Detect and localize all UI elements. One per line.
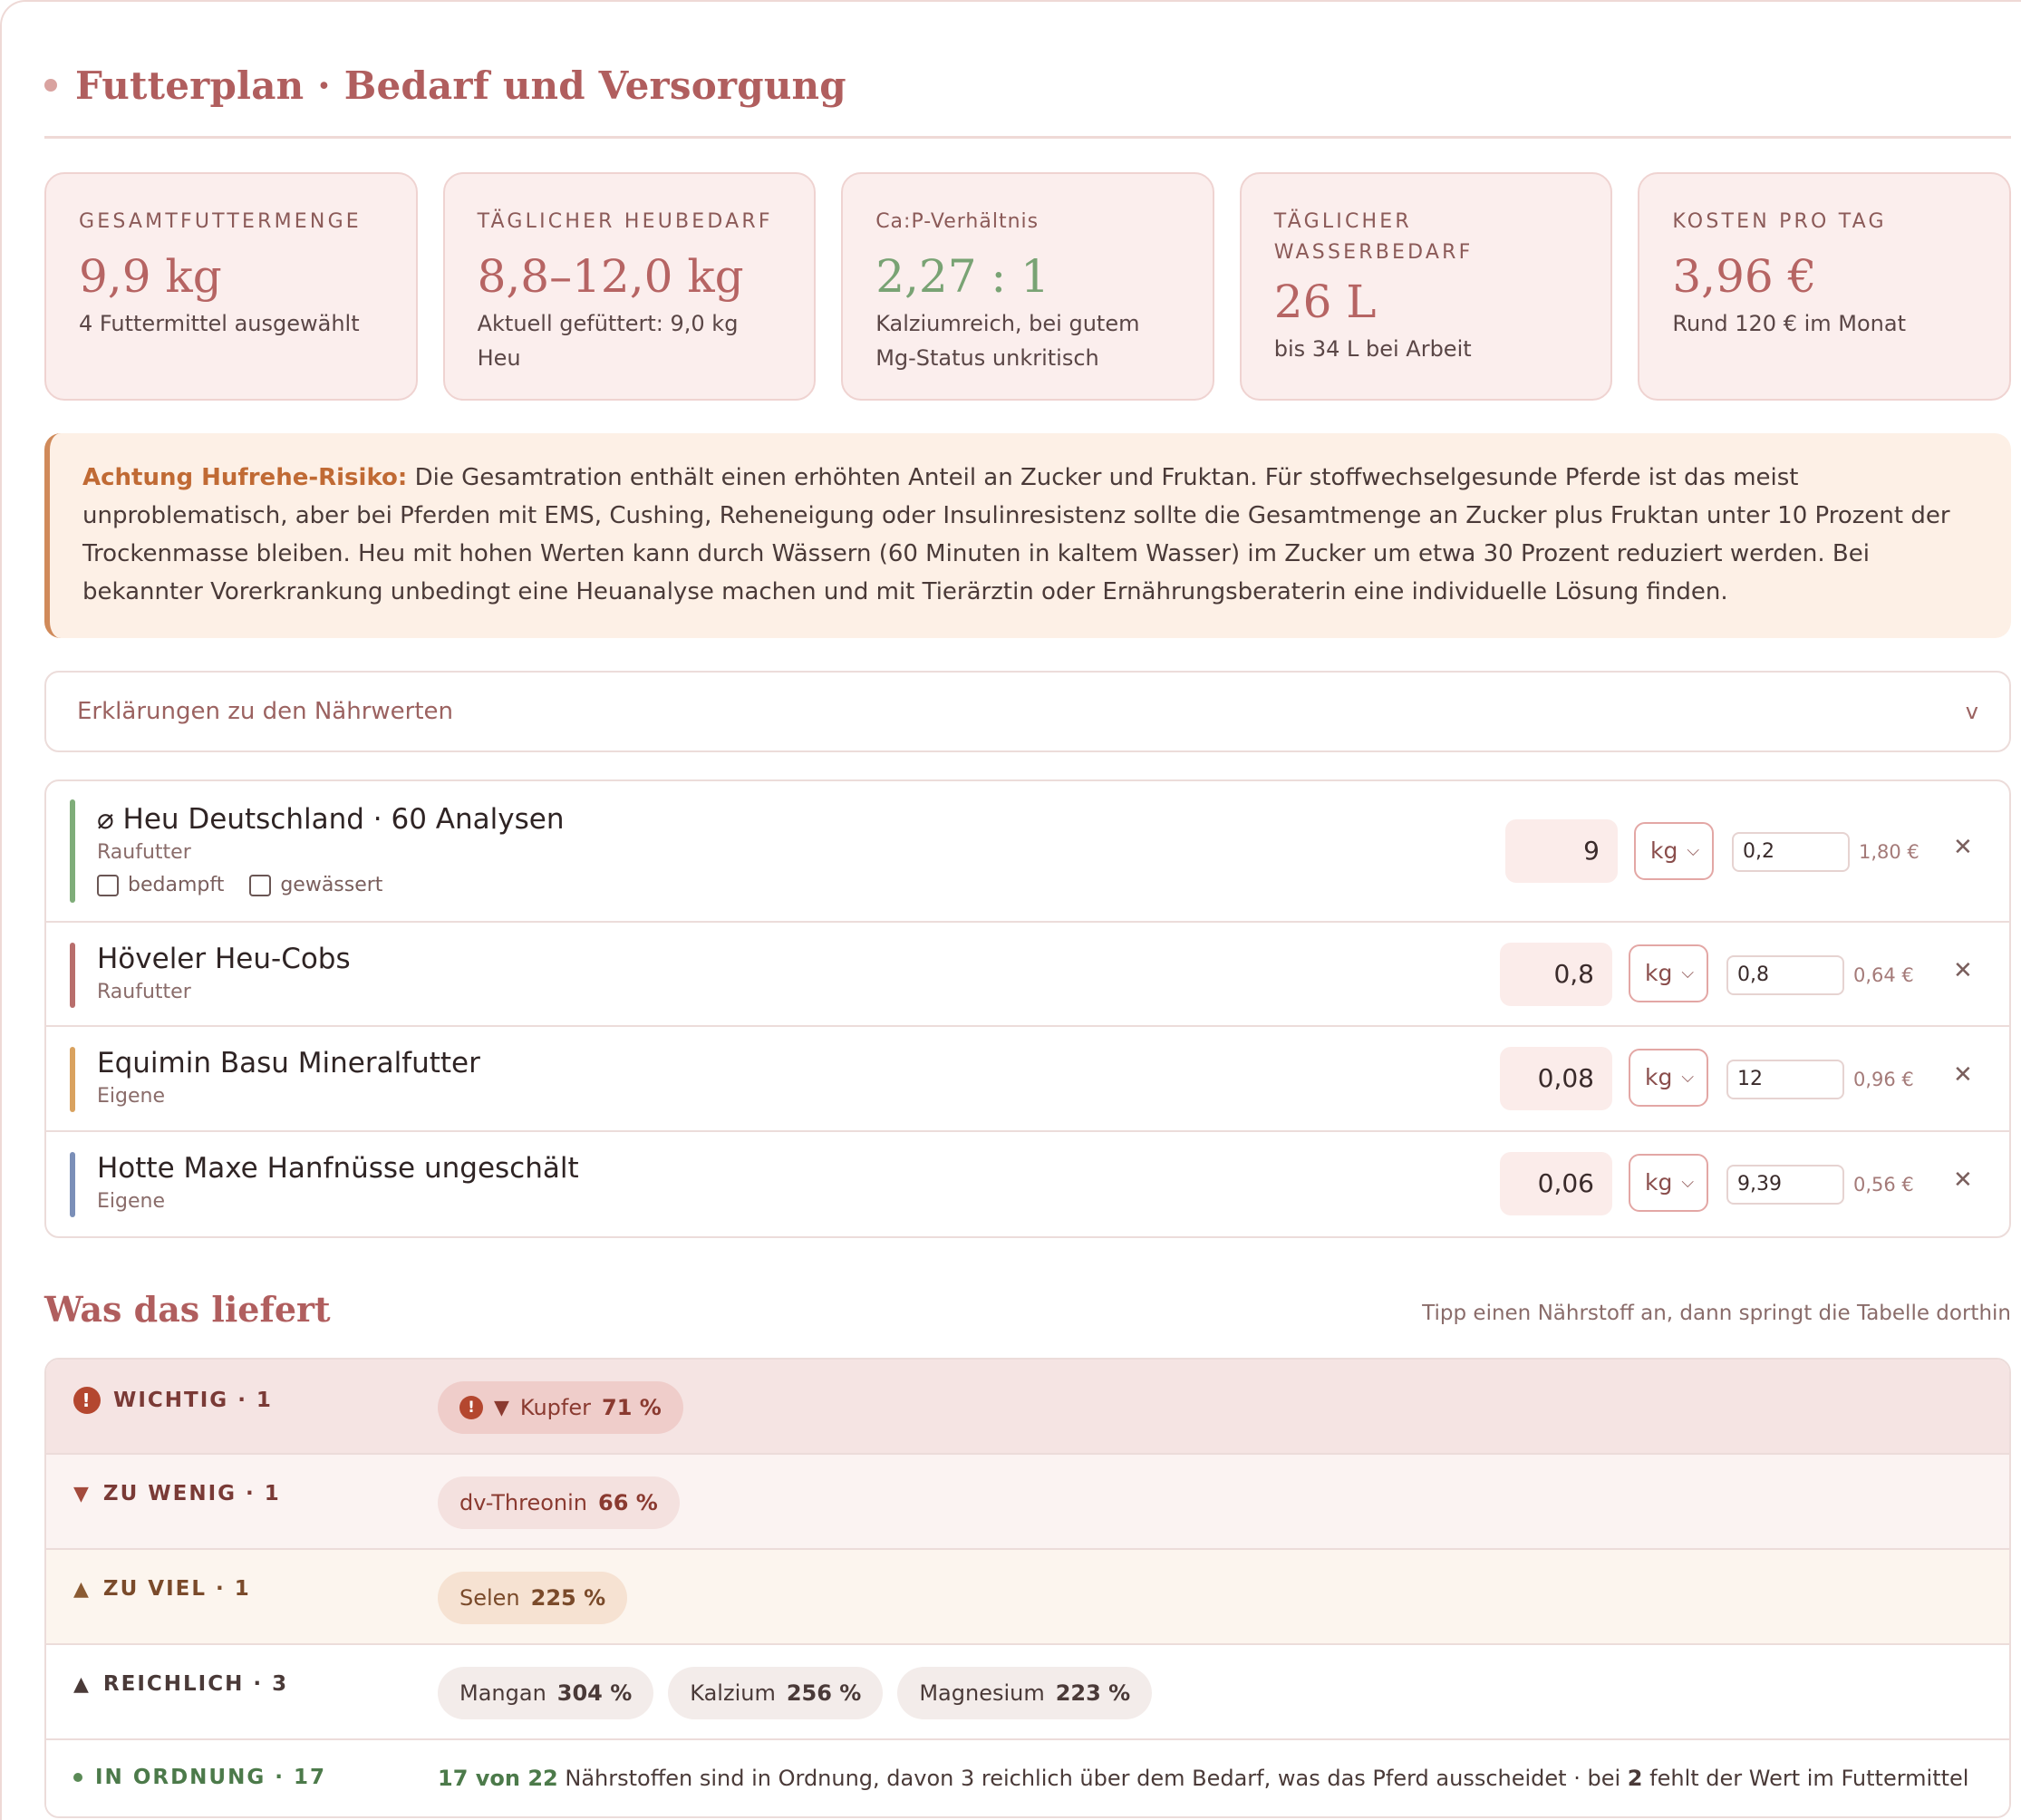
- chip-value: 66 %: [598, 1490, 658, 1515]
- stat-sub: bis 34 L bei Arbeit: [1273, 336, 1472, 362]
- chip-list: [438, 1381, 683, 1434]
- status-label: [73, 1387, 273, 1414]
- status-label-text: IN ORDNUNG · 17: [95, 1766, 326, 1789]
- unit-select[interactable]: [1634, 822, 1714, 880]
- stat-label: TÄGLICHER WASSERBEDARF: [1273, 210, 1474, 264]
- chevron-down-icon: ⌵: [1681, 1068, 1694, 1087]
- daily-cost: 1,80 €: [1859, 841, 1919, 863]
- checkbox-label: bedampft: [128, 874, 225, 896]
- stat-value: 8,8–12,0 kg: [477, 250, 744, 303]
- warning-text: [82, 459, 1978, 611]
- nutrient-status-box: [44, 1358, 2011, 1818]
- status-row-ok: [46, 1740, 2009, 1818]
- status-label-text: ZU WENIG · 1: [102, 1482, 281, 1505]
- remove-feed-button[interactable]: ✕: [1953, 1167, 1973, 1194]
- daily-cost: 0,56 €: [1853, 1174, 1914, 1196]
- status-label-text: ZU VIEL · 1: [102, 1577, 251, 1601]
- stat-label: GESAMTFUTTERMENGE: [79, 210, 362, 233]
- feed-list: [44, 779, 2011, 1238]
- feed-row: [46, 781, 2009, 923]
- nutrient-chip-copper[interactable]: [438, 1381, 683, 1434]
- nutrient-chip-magnesium[interactable]: [897, 1667, 1152, 1719]
- chip-name: Kalzium: [690, 1680, 776, 1706]
- missing-text: fehlt der Wert im Futtermittel: [1649, 1766, 1969, 1791]
- quantity-input[interactable]: 0,8: [1500, 943, 1612, 1006]
- stat-water-demand: [1240, 172, 1613, 401]
- warning-title: Achtung Hufrehe-Risiko:: [82, 464, 408, 491]
- ok-summary-text: Nährstoffen sind in Ordnung, davon 3 reichlich über dem Bedarf, was das Pferd ausscheidet · bei: [565, 1766, 1621, 1791]
- status-row-too-high: [46, 1550, 2009, 1645]
- price-per-kg-input[interactable]: 12: [1726, 1060, 1844, 1099]
- feed-category: Eigene: [97, 1190, 165, 1213]
- feed-color-bar: [70, 1152, 75, 1217]
- feed-row: [46, 1132, 2009, 1236]
- laminitis-warning: [44, 433, 2011, 638]
- feed-category: Raufutter: [97, 841, 191, 864]
- nutrient-chip-threonine[interactable]: [438, 1476, 680, 1529]
- unit-select[interactable]: [1629, 944, 1708, 1002]
- title-dot-icon: [44, 79, 57, 92]
- triangle-up-icon: ▲: [73, 1577, 91, 1601]
- stats-row: [44, 172, 2011, 401]
- title-divider: [44, 136, 2011, 139]
- chip-name: Selen: [459, 1585, 520, 1611]
- stat-sub: Rund 120 € im Monat: [1672, 311, 1906, 336]
- chip-value: 223 %: [1055, 1680, 1131, 1706]
- triangle-down-icon: ▼: [73, 1482, 91, 1505]
- status-label-text: REICHLICH · 3: [102, 1672, 289, 1696]
- status-label: [73, 1577, 251, 1601]
- delivery-title: Was das liefert: [44, 1289, 331, 1330]
- stat-value: 9,9 kg: [79, 250, 222, 303]
- price-per-kg-input[interactable]: 0,2: [1732, 832, 1850, 872]
- feed-category: Raufutter: [97, 981, 191, 1003]
- stat-value: 26 L: [1273, 276, 1377, 328]
- page-title: Futterplan · Bedarf und Versorgung: [75, 63, 846, 108]
- soaked-checkbox[interactable]: [249, 874, 382, 896]
- remove-feed-button[interactable]: ✕: [1953, 834, 1973, 861]
- stat-sub: 4 Futtermittel ausgewählt: [79, 311, 360, 336]
- stat-cost-per-day: [1638, 172, 2011, 401]
- stat-value: 3,96 €: [1672, 250, 1817, 303]
- status-label: [73, 1672, 288, 1696]
- chip-value: 71 %: [602, 1395, 662, 1420]
- unit-value: kg: [1650, 837, 1678, 864]
- price-per-kg-input[interactable]: 9,39: [1726, 1165, 1844, 1205]
- price-per-kg-input[interactable]: 0,8: [1726, 955, 1844, 995]
- chip-list: [438, 1667, 1152, 1719]
- status-row-important: [46, 1360, 2009, 1455]
- feed-name: Höveler Heu-Cobs: [97, 943, 351, 975]
- checkbox-icon[interactable]: [97, 875, 119, 896]
- missing-count: 2: [1627, 1766, 1643, 1791]
- feed-options: [97, 874, 382, 896]
- chevron-down-icon: ⌵: [1687, 841, 1699, 860]
- chip-name: Kupfer: [519, 1395, 591, 1420]
- nutrient-chip-selenium[interactable]: [438, 1572, 627, 1624]
- remove-feed-button[interactable]: ✕: [1953, 957, 1973, 984]
- alert-icon: !: [459, 1396, 483, 1419]
- status-label-text: WICHTIG · 1: [113, 1389, 273, 1412]
- feed-name: Equimin Basu Mineralfutter: [97, 1047, 480, 1079]
- status-row-plenty: [46, 1645, 2009, 1740]
- nutrient-chip-manganese[interactable]: [438, 1667, 653, 1719]
- checkbox-label: gewässert: [280, 874, 383, 896]
- chip-name: Mangan: [459, 1680, 546, 1706]
- warning-body: Die Gesamtration enthält einen erhöhten Anteil an Zucker und Fruktan. Für stoffwechselgesunde Pferde ist das meist unproblematisch, aber bei Pferden mit EMS, Cushing, Reheneigung oder Insulinresistenz sollte die Gesamtmenge an Zucker plus Fruktan unter 10 Prozent der Trockenmasse bleiben. Heu mit hohen Werten kann durch Wässern (60 Minuten in kaltem Wasser) im Zucker um etwa 30 Prozent reduziert werden. Bei bekannter Vorerkrankung unbedingt eine Heuanalyse machen und mit Tierärztin oder Ernährungsberaterin eine individuelle Lösung finden.: [82, 464, 1950, 605]
- unit-value: kg: [1645, 1064, 1673, 1090]
- chip-value: 225 %: [530, 1585, 606, 1611]
- status-row-too-low: [46, 1455, 2009, 1550]
- stat-sub: Aktuell gefüttert: 9,0 kg Heu: [477, 311, 739, 371]
- status-label: [73, 1766, 326, 1789]
- ok-count: 17 von 22: [438, 1766, 558, 1791]
- chevron-down-icon: ⌵: [1681, 963, 1694, 983]
- stat-ca-p-ratio: [841, 172, 1214, 401]
- daily-cost: 0,64 €: [1853, 964, 1914, 986]
- triangle-down-icon: ▼: [494, 1396, 509, 1419]
- chip-list: [438, 1476, 680, 1529]
- feed-row: [46, 1027, 2009, 1132]
- chip-list: [438, 1572, 627, 1624]
- checkbox-icon[interactable]: [249, 875, 271, 896]
- feed-name: Hotte Maxe Hanfnüsse ungeschält: [97, 1152, 579, 1185]
- unit-value: kg: [1645, 1169, 1673, 1196]
- stat-label: Ca:P-Verhältnis: [875, 210, 1040, 233]
- alert-icon: !: [73, 1387, 101, 1414]
- feed-name: ⌀ Heu Deutschland · 60 Analysen: [97, 803, 565, 836]
- triangle-up-icon: ▲: [73, 1672, 91, 1696]
- chip-name: dv-Threonin: [459, 1490, 587, 1515]
- chip-value: 256 %: [786, 1680, 862, 1706]
- chip-name: Magnesium: [919, 1680, 1045, 1706]
- stat-label: TÄGLICHER HEUBEDARF: [477, 210, 773, 233]
- accordion-label: Erklärungen zu den Nährwerten: [77, 698, 454, 725]
- delivery-hint: Tipp einen Nährstoff an, dann springt die Tabelle dorthin: [1422, 1302, 2011, 1325]
- chip-value: 304 %: [556, 1680, 633, 1706]
- remove-feed-button[interactable]: ✕: [1953, 1061, 1973, 1089]
- feed-color-bar: [70, 1047, 75, 1112]
- ok-summary: [438, 1766, 1968, 1791]
- page-header: [44, 58, 846, 112]
- quantity-input[interactable]: 9: [1505, 819, 1618, 883]
- unit-value: kg: [1645, 960, 1673, 986]
- unit-select[interactable]: [1629, 1154, 1708, 1212]
- quantity-input[interactable]: 0,08: [1500, 1047, 1612, 1110]
- stat-value: 2,27 : 1: [875, 250, 1049, 303]
- nutrient-explanations-accordion[interactable]: [44, 671, 2011, 752]
- stat-hay-demand: [443, 172, 817, 401]
- daily-cost: 0,96 €: [1853, 1069, 1914, 1090]
- stat-total-feed: [44, 172, 418, 401]
- feed-row: [46, 923, 2009, 1027]
- steamed-checkbox[interactable]: [97, 874, 224, 896]
- nutrient-chip-calcium[interactable]: [668, 1667, 883, 1719]
- ok-dot-icon: [73, 1773, 82, 1782]
- stat-label: KOSTEN PRO TAG: [1672, 210, 1887, 233]
- chevron-down-icon[interactable]: v: [1965, 699, 1978, 724]
- feed-category: Eigene: [97, 1085, 165, 1108]
- unit-select[interactable]: [1629, 1049, 1708, 1107]
- stat-sub: Kalziumreich, bei gutem Mg-Status unkritisch: [875, 311, 1140, 371]
- quantity-input[interactable]: 0,06: [1500, 1152, 1612, 1215]
- feed-color-bar: [70, 943, 75, 1008]
- feed-color-bar: [70, 799, 75, 903]
- status-label: [73, 1482, 281, 1505]
- chevron-down-icon: ⌵: [1681, 1173, 1694, 1192]
